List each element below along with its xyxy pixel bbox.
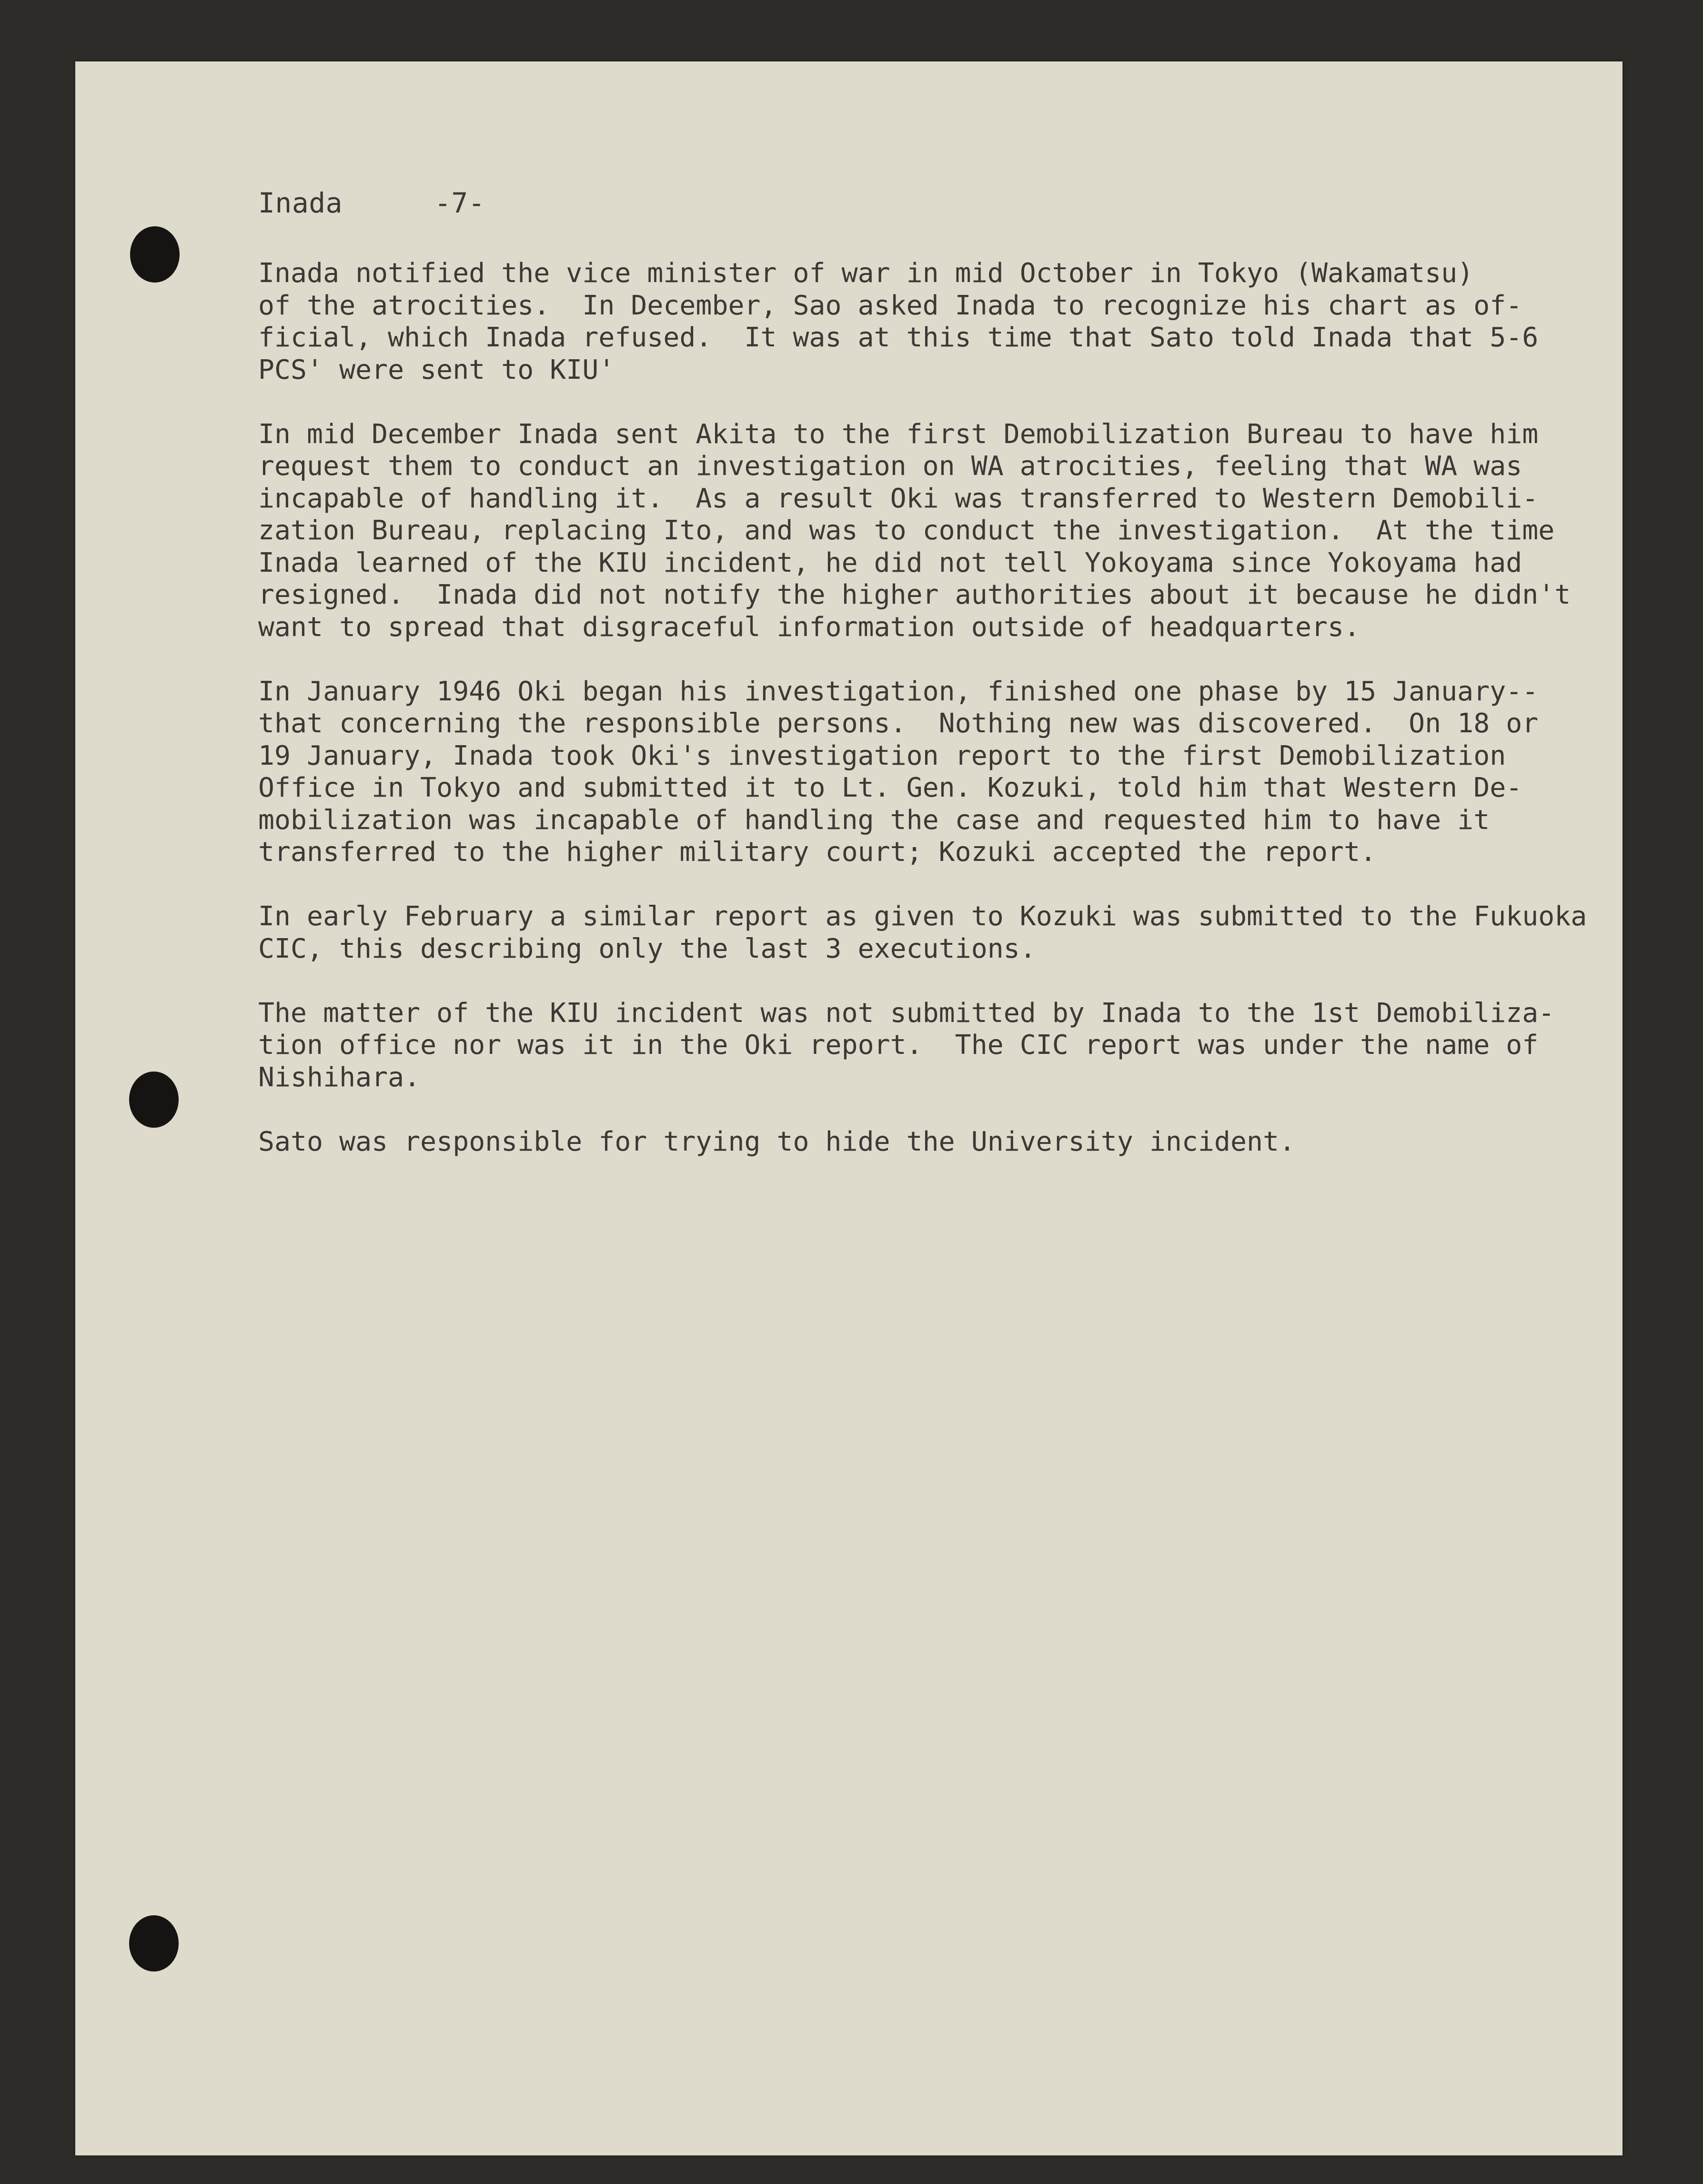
text-line: tion office nor was it in the Oki report. The CIC report was under the name of <box>258 1030 1539 1061</box>
text-line: In January 1946 Oki began his investigation, finished one phase by 15 January-- <box>258 676 1539 707</box>
paragraph <box>258 418 1592 644</box>
document-body <box>258 257 1592 1190</box>
text-line: CIC, this describing only the last 3 executions. <box>258 933 1036 964</box>
paragraph <box>258 1126 1592 1158</box>
paragraph <box>258 997 1592 1094</box>
text-line: transferred to the higher military court; Kozuki accepted the report. <box>258 837 1377 868</box>
text-line: Sato was responsible for trying to hide the University incident. <box>258 1126 1296 1157</box>
text-line: In mid December Inada sent Akita to the first Demobilization Bureau to have him <box>258 418 1539 450</box>
page-header <box>258 187 485 219</box>
text-line: Inada notified the vice minister of war in mid October in Tokyo (Wakamatsu) <box>258 258 1474 289</box>
text-line: Office in Tokyo and submitted it to Lt. Gen. Kozuki, told him that Western De- <box>258 772 1522 803</box>
punch-hole-middle <box>129 1072 179 1128</box>
text-line: incapable of handling it. As a result Oki was transferred to Western Demobili- <box>258 483 1539 514</box>
text-line: PCS' were sent to KIU' <box>258 354 615 385</box>
page-number: -7- <box>434 187 485 219</box>
text-line: resigned. Inada did not notify the higher authorities about it because he didn't <box>258 579 1571 610</box>
header-name: Inada <box>258 187 343 219</box>
punch-hole-top <box>130 226 180 283</box>
text-line: request them to conduct an investigation on WA atrocities, feeling that WA was <box>258 451 1522 482</box>
text-line: 19 January, Inada took Oki's investigation report to the first Demobilization <box>258 740 1506 771</box>
text-line: The matter of the KIU incident was not submitted by Inada to the 1st Demobiliza- <box>258 997 1555 1029</box>
text-line: that concerning the responsible persons. Nothing new was discovered. On 18 or <box>258 708 1539 739</box>
text-line: Nishihara. <box>258 1062 421 1093</box>
text-line: Inada learned of the KIU incident, he did not tell Yokoyama since Yokoyama had <box>258 547 1522 578</box>
punch-hole-bottom <box>129 1915 179 1972</box>
paragraph <box>258 676 1592 869</box>
text-line: zation Bureau, replacing Ito, and was to conduct the investigation. At the time <box>258 515 1555 546</box>
text-line: want to spread that disgraceful information outside of headquarters. <box>258 611 1360 643</box>
text-line: mobilization was incapable of handling the case and requested him to have it <box>258 804 1490 836</box>
text-line: of the atrocities. In December, Sao asked Inada to recognize his chart as of- <box>258 290 1522 321</box>
paragraph <box>258 257 1592 386</box>
text-line: ficial, which Inada refused. It was at this time that Sato told Inada that 5-6 <box>258 322 1539 353</box>
paragraph <box>258 900 1592 965</box>
text-line: In early February a similar report as given to Kozuki was submitted to the Fukuoka <box>258 901 1587 932</box>
